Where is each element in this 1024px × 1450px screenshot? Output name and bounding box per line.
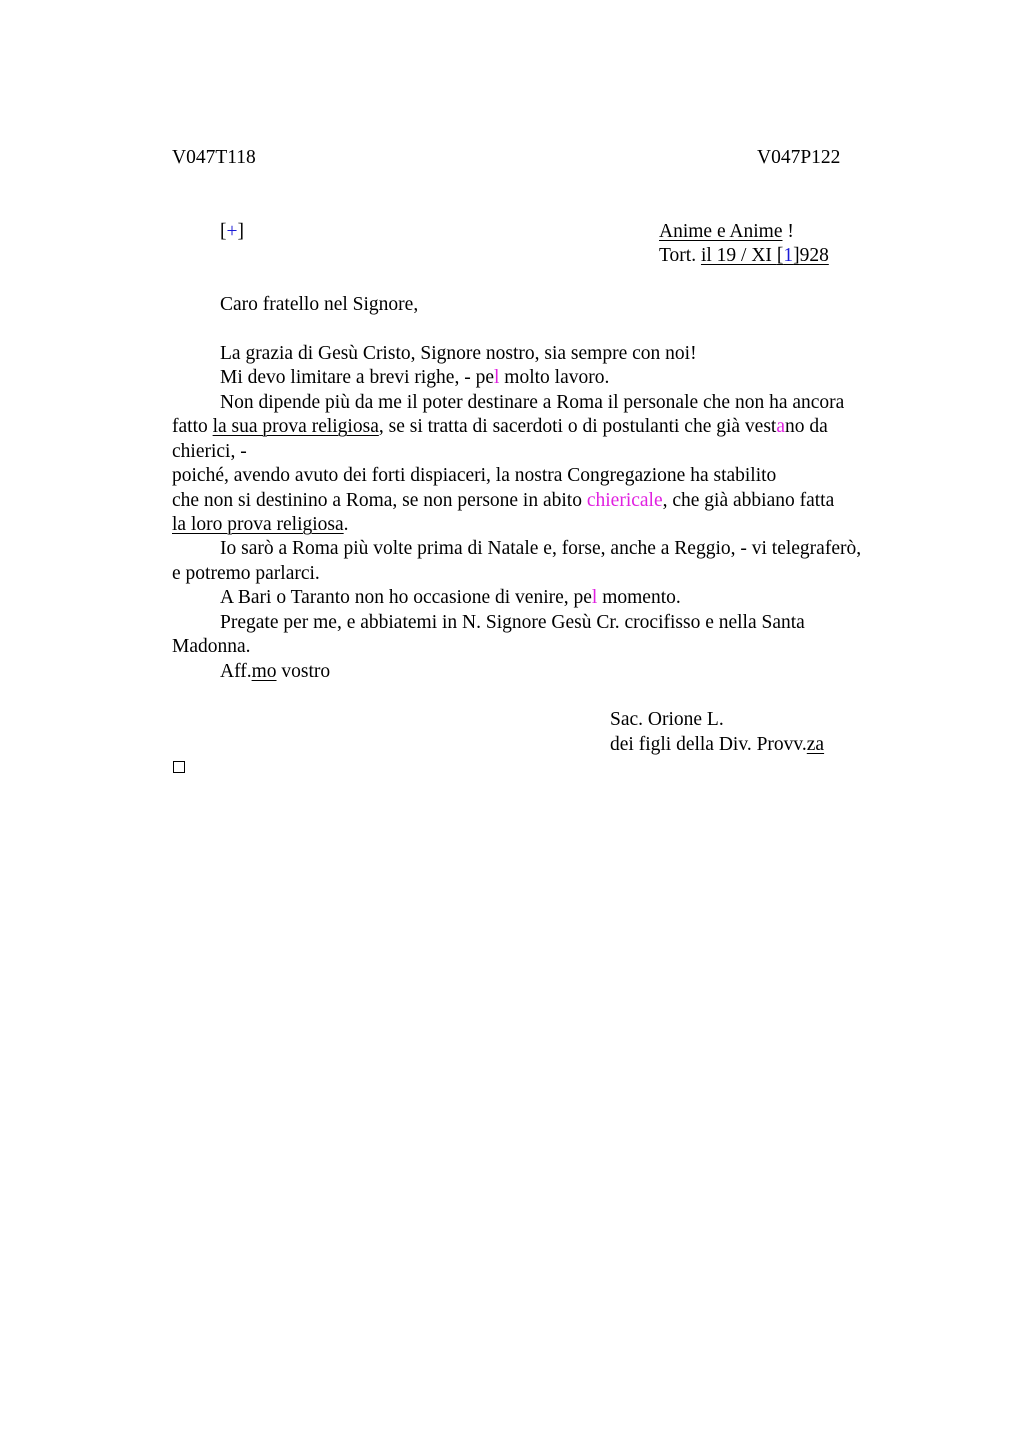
cross-symbol: + bbox=[226, 221, 238, 242]
paragraph-5-line-1: Io sarò a Roma più volte prima di Natale e, forse, anche a Reggio, - vi telegraferò, bbox=[220, 538, 862, 559]
paragraph-4-line-1: poiché, avendo avuto dei forti dispiaceri, la nostra Congregazione ha stabilito bbox=[172, 465, 777, 486]
motto: Anime e Anime ! bbox=[659, 221, 794, 242]
paragraph-2: Mi devo limitare a brevi righe, - pel molto lavoro. bbox=[220, 367, 610, 388]
paragraph-7-line-2: Madonna. bbox=[172, 636, 251, 657]
salutation: Caro fratello nel Signore, bbox=[220, 294, 419, 315]
paragraph-1: La grazia di Gesù Cristo, Signore nostro, sia sempre con noi! bbox=[220, 343, 697, 364]
closing: Aff.mo vostro bbox=[220, 661, 331, 682]
paragraph-3-line-2: fatto la sua prova religiosa, se si tratta di sacerdoti o di postulanti che già vestano da bbox=[172, 416, 828, 437]
paragraph-5-line-2: e potremo parlarci. bbox=[172, 563, 320, 584]
paragraph-4-line-2: che non si destinino a Roma, se non persone in abito chiericale, che già abbiano fatta bbox=[172, 490, 835, 511]
signature-line-2: dei figli della Div. Provv.za bbox=[610, 734, 825, 755]
date-line: Tort. il 19 / XI [1]928 bbox=[659, 245, 829, 266]
header-left-code: V047T118 bbox=[172, 147, 256, 168]
cross-mark: [+] bbox=[220, 221, 244, 242]
signature-line-1: Sac. Orione L. bbox=[610, 709, 724, 730]
paragraph-3-line-3: chierici, - bbox=[172, 441, 247, 462]
end-marker-square-icon bbox=[173, 761, 185, 773]
header-right-code: V047P122 bbox=[757, 147, 841, 168]
paragraph-4-line-3: la loro prova religiosa. bbox=[172, 514, 349, 535]
paragraph-7-line-1: Pregate per me, e abbiatemi in N. Signore Gesù Cr. crocifisso e nella Santa bbox=[220, 612, 805, 633]
paragraph-6: A Bari o Taranto non ho occasione di venire, pel momento. bbox=[220, 587, 681, 608]
paragraph-3-line-1: Non dipende più da me il poter destinare a Roma il personale che non ha ancora bbox=[220, 392, 845, 413]
